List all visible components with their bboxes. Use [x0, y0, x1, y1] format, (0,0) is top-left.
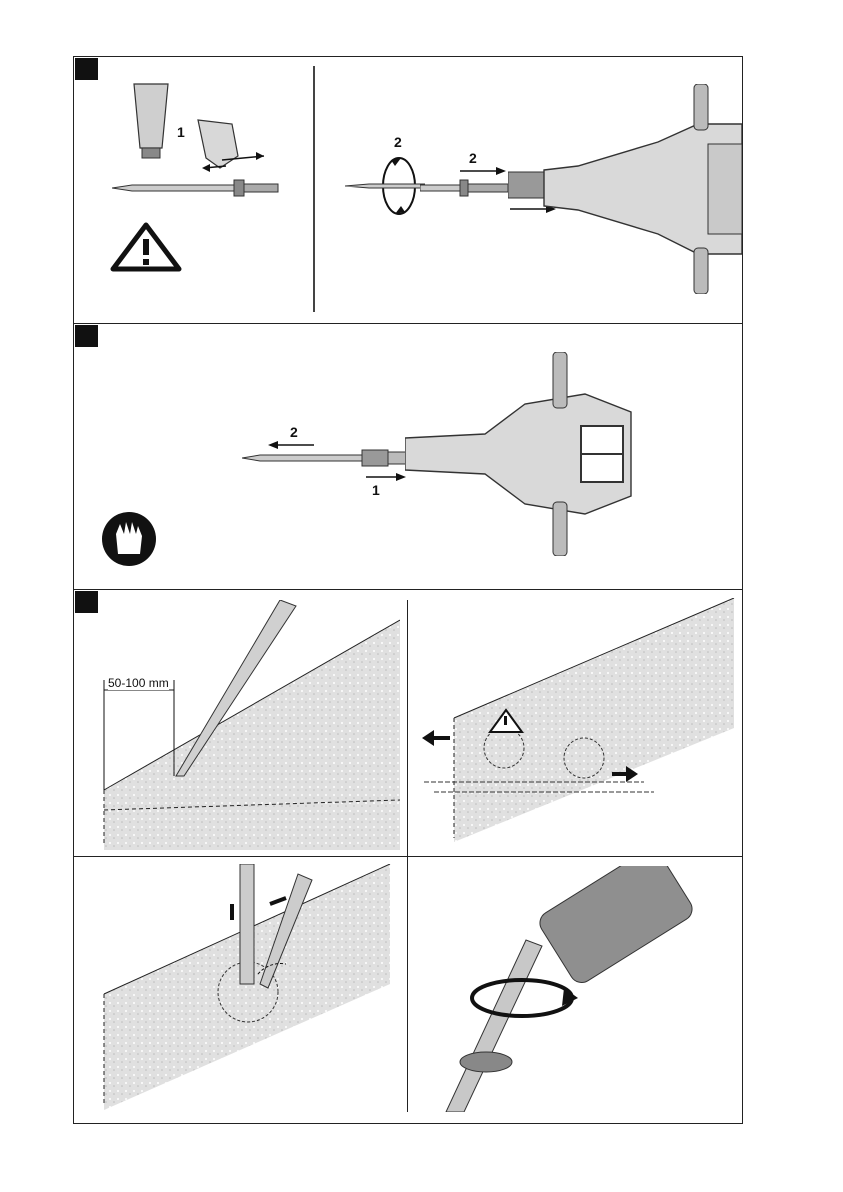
grease-tube-icon — [130, 82, 172, 162]
slide-arrow-icon — [366, 472, 406, 482]
step-label-insert: 2 — [469, 150, 477, 166]
step-label-rotate: 2 — [394, 134, 402, 150]
step-label-slide: 1 — [372, 482, 380, 498]
panel-marker-3 — [75, 591, 98, 613]
hand-greasing-icon — [192, 116, 272, 176]
panel-divider-3 — [73, 856, 743, 857]
panel3-vertical-divider — [407, 600, 408, 1112]
rebar-demolition-icon — [414, 598, 740, 842]
rotate-arrow-icon — [345, 150, 425, 220]
chisel-icon — [242, 448, 407, 468]
breaker-tool-icon — [405, 352, 637, 556]
panel-marker-1 — [75, 58, 98, 80]
step-label-grease: 1 — [177, 124, 185, 140]
chisel-rotate-icon — [416, 866, 740, 1112]
concrete-block-icon — [100, 600, 400, 850]
breaker-tool-icon — [508, 84, 742, 294]
chisel-insert-icon — [420, 176, 510, 200]
panel-divider-2 — [73, 589, 743, 590]
gloves-mandatory-icon — [100, 510, 158, 568]
warning-triangle-icon — [110, 222, 182, 272]
panel-divider-1 — [73, 323, 743, 324]
panel-marker-2 — [75, 325, 98, 347]
chisel-tilt-icon — [100, 864, 400, 1110]
panel1-vertical-divider — [313, 66, 315, 312]
step-label-pull: 2 — [290, 424, 298, 440]
dimension-label: 50-100 mm — [108, 676, 169, 690]
chisel-icon — [112, 178, 280, 198]
insert-arrow-icon — [460, 166, 506, 176]
